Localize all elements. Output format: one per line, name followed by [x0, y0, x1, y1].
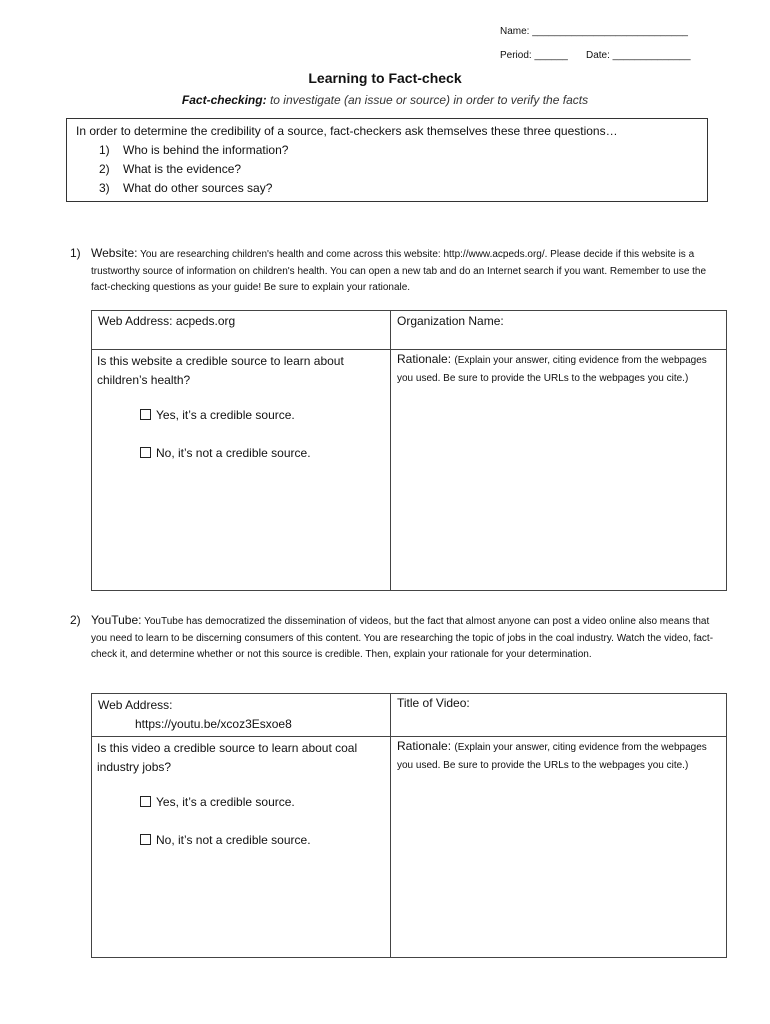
question-number: 1): [99, 143, 110, 157]
video-title-cell[interactable]: [391, 694, 727, 737]
option-yes-label: Yes, it’s a credible source.: [156, 408, 295, 422]
option-no[interactable]: [140, 833, 311, 847]
section-2-instructions: [70, 612, 720, 664]
section-1-instructions: [70, 245, 720, 297]
credibility-question-cell: [92, 737, 391, 958]
organization-name-cell[interactable]: [391, 311, 727, 350]
fact-check-questions-box: [66, 118, 708, 202]
checkbox-icon[interactable]: [140, 447, 151, 458]
question-text: What do other sources say?: [123, 181, 273, 195]
video-title-label: Title of Video:: [397, 696, 470, 710]
credibility-question: Is this video a credible source to learn about coal industry jobs?: [97, 741, 358, 774]
web-address-label: Web Address:: [98, 698, 173, 712]
subtitle-term: Fact-checking:: [181, 93, 267, 107]
questions-intro: In order to determine the credibility of a source, fact-checkers ask themselves these three questions…: [76, 124, 618, 138]
subtitle: [0, 93, 770, 107]
question-text: Who is behind the information?: [123, 143, 289, 157]
checkbox-icon[interactable]: [140, 796, 151, 807]
option-no-label: No, it’s not a credible source.: [156, 446, 311, 460]
subtitle-definition: to investigate (an issue or source) in order to verify the facts: [269, 93, 589, 107]
option-yes[interactable]: [140, 795, 295, 809]
date-field[interactable]: Date: ______________: [586, 50, 691, 61]
questions-list: [99, 141, 288, 198]
rationale-cell[interactable]: [391, 350, 727, 591]
question-number: 2): [99, 162, 110, 176]
option-no[interactable]: [140, 446, 311, 460]
checkbox-icon[interactable]: [140, 834, 151, 845]
credibility-question-cell: [92, 350, 391, 591]
rationale-label: Rationale:: [397, 352, 452, 366]
rationale-cell[interactable]: [391, 737, 727, 958]
question-item: [99, 141, 288, 160]
period-field[interactable]: Period: ______: [500, 50, 568, 61]
web-address-url: https://youtu.be/xcoz3Esxoe8: [135, 717, 292, 731]
rationale-note: (Explain your answer, citing evidence from the webpages you used. Be sure to provide the URLs to the webpages you cite.): [397, 355, 707, 384]
section-lead: Website:: [91, 246, 138, 260]
option-yes-label: Yes, it’s a credible source.: [156, 795, 295, 809]
section-number: 2): [70, 613, 81, 627]
section-lead: YouTube:: [91, 613, 142, 627]
rationale-note: (Explain your answer, citing evidence from the webpages you used. Be sure to provide the URLs to the webpages you cite.): [397, 742, 707, 771]
checkbox-icon[interactable]: [140, 409, 151, 420]
section-number: 1): [70, 246, 81, 260]
rationale-label: Rationale:: [397, 739, 452, 753]
rationale-instructions: [391, 350, 726, 389]
section-1-worksheet-table: [91, 310, 727, 591]
web-address-label: Web Address: acpeds.org: [98, 314, 236, 328]
question-number: 3): [99, 181, 110, 195]
question-text: What is the evidence?: [123, 162, 242, 176]
option-no-label: No, it’s not a credible source.: [156, 833, 311, 847]
question-item: [99, 179, 288, 198]
section-text: YouTube has democratized the dissemination of videos, but the fact that almost anyone can post a video online also means that you need to learn to be discerning consumers of this content. You are researching the topic of jobs in the coal industry. Watch the video, fact-check it, and determine whether or not this source is credible. Then, explain your rationale for your determination.: [91, 616, 714, 660]
credibility-question: Is this website a credible source to learn about children’s health?: [97, 354, 344, 387]
rationale-instructions: [391, 737, 726, 776]
web-address-cell[interactable]: [92, 694, 391, 737]
question-item: [99, 160, 288, 179]
page-title: Learning to Fact-check: [308, 70, 462, 86]
option-yes[interactable]: [140, 408, 295, 422]
section-text: You are researching children's health and come across this website: http://www.acpeds.org/. Please decide if this website is a trustworthy source of information on children's health. You can open a new tab and do an Internet search if you want. Remember to use the fact-checking questions as your guide! Be sure to explain your rationale.: [91, 249, 707, 293]
name-field[interactable]: Name: ____________________________: [500, 26, 688, 37]
organization-name-label: Organization Name:: [397, 314, 504, 328]
section-2-worksheet-table: [91, 693, 727, 958]
web-address-cell[interactable]: [92, 311, 391, 350]
